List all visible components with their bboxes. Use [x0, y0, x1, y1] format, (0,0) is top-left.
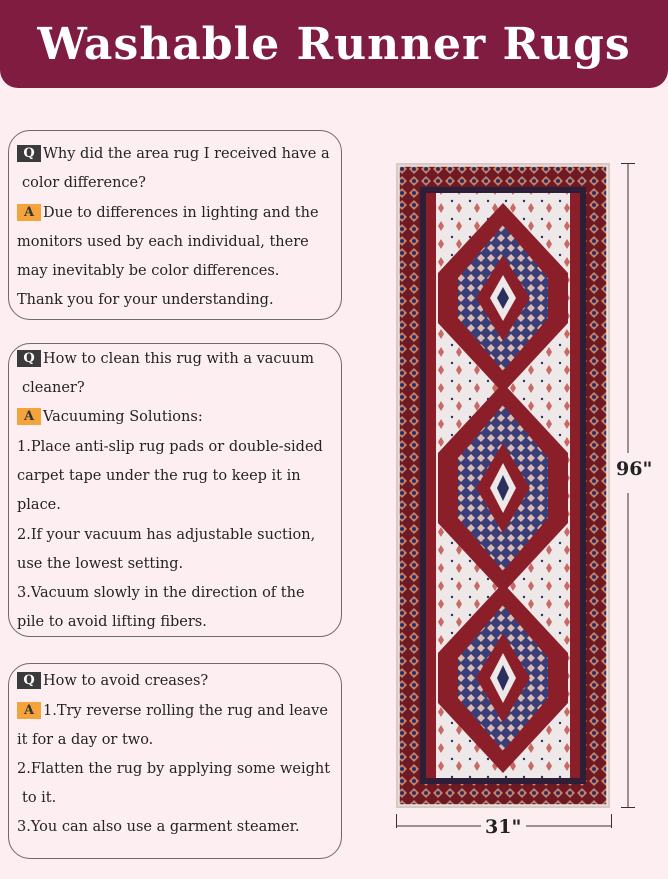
q-badge: Q: [17, 350, 41, 367]
faq-answer-line: it for a day or two.: [17, 732, 154, 748]
faq-question-cont: color difference?: [22, 175, 146, 191]
faq-question: Q Why did the area rug I received have a: [17, 144, 339, 164]
faq-answer-line: 3.You can also use a garment steamer.: [17, 819, 300, 835]
faq-card-vacuum: [8, 343, 342, 637]
faq-card-creases: [8, 663, 342, 859]
faq-answer: A Due to differences in lighting and the: [17, 203, 339, 223]
faq-answer-line: carpet tape under the rug to keep it in: [17, 468, 301, 484]
width-label: 31": [485, 816, 522, 838]
faq-question: Q How to avoid creases?: [17, 671, 339, 691]
faq-question-cont: cleaner?: [22, 380, 85, 396]
faq-answer-line: 2.If your vacuum has adjustable suction,: [17, 527, 316, 543]
title-banner: [0, 0, 668, 88]
faq-answer-line: place.: [17, 497, 61, 513]
q-badge: Q: [17, 672, 41, 689]
a-badge: A: [17, 702, 41, 719]
q-badge: Q: [17, 145, 41, 162]
rug-image: [396, 163, 610, 808]
faq-answer: A Vacuuming Solutions:: [17, 407, 339, 427]
faq-card-color: [8, 130, 342, 320]
faq-answer-line: use the lowest setting.: [17, 556, 184, 572]
faq-answer-line: Thank you for your understanding.: [17, 292, 274, 308]
faq-answer-line: monitors used by each individual, there: [17, 234, 309, 250]
faq-answer-line: 2.Flatten the rug by applying some weight: [17, 761, 331, 777]
faq-answer-line: 1.Place anti-slip rug pads or double-sided: [17, 439, 323, 455]
faq-question: Q How to clean this rug with a vacuum: [17, 349, 339, 369]
a-badge: A: [17, 204, 41, 221]
length-dimension-line: [617, 163, 637, 808]
runner-rug-illustration: [396, 163, 610, 808]
faq-answer-line: pile to avoid lifting fibers.: [17, 614, 207, 630]
faq-answer-line: 3.Vacuum slowly in the direction of the: [17, 585, 305, 601]
length-label: 96": [616, 458, 653, 480]
faq-answer-line: may inevitably be color differences.: [17, 263, 280, 279]
faq-answer-line: to it.: [22, 790, 57, 806]
page-title: Washable Runner Rugs: [37, 18, 631, 70]
faq-answer: A 1.Try reverse rolling the rug and leave: [17, 701, 339, 721]
a-badge: A: [17, 408, 41, 425]
